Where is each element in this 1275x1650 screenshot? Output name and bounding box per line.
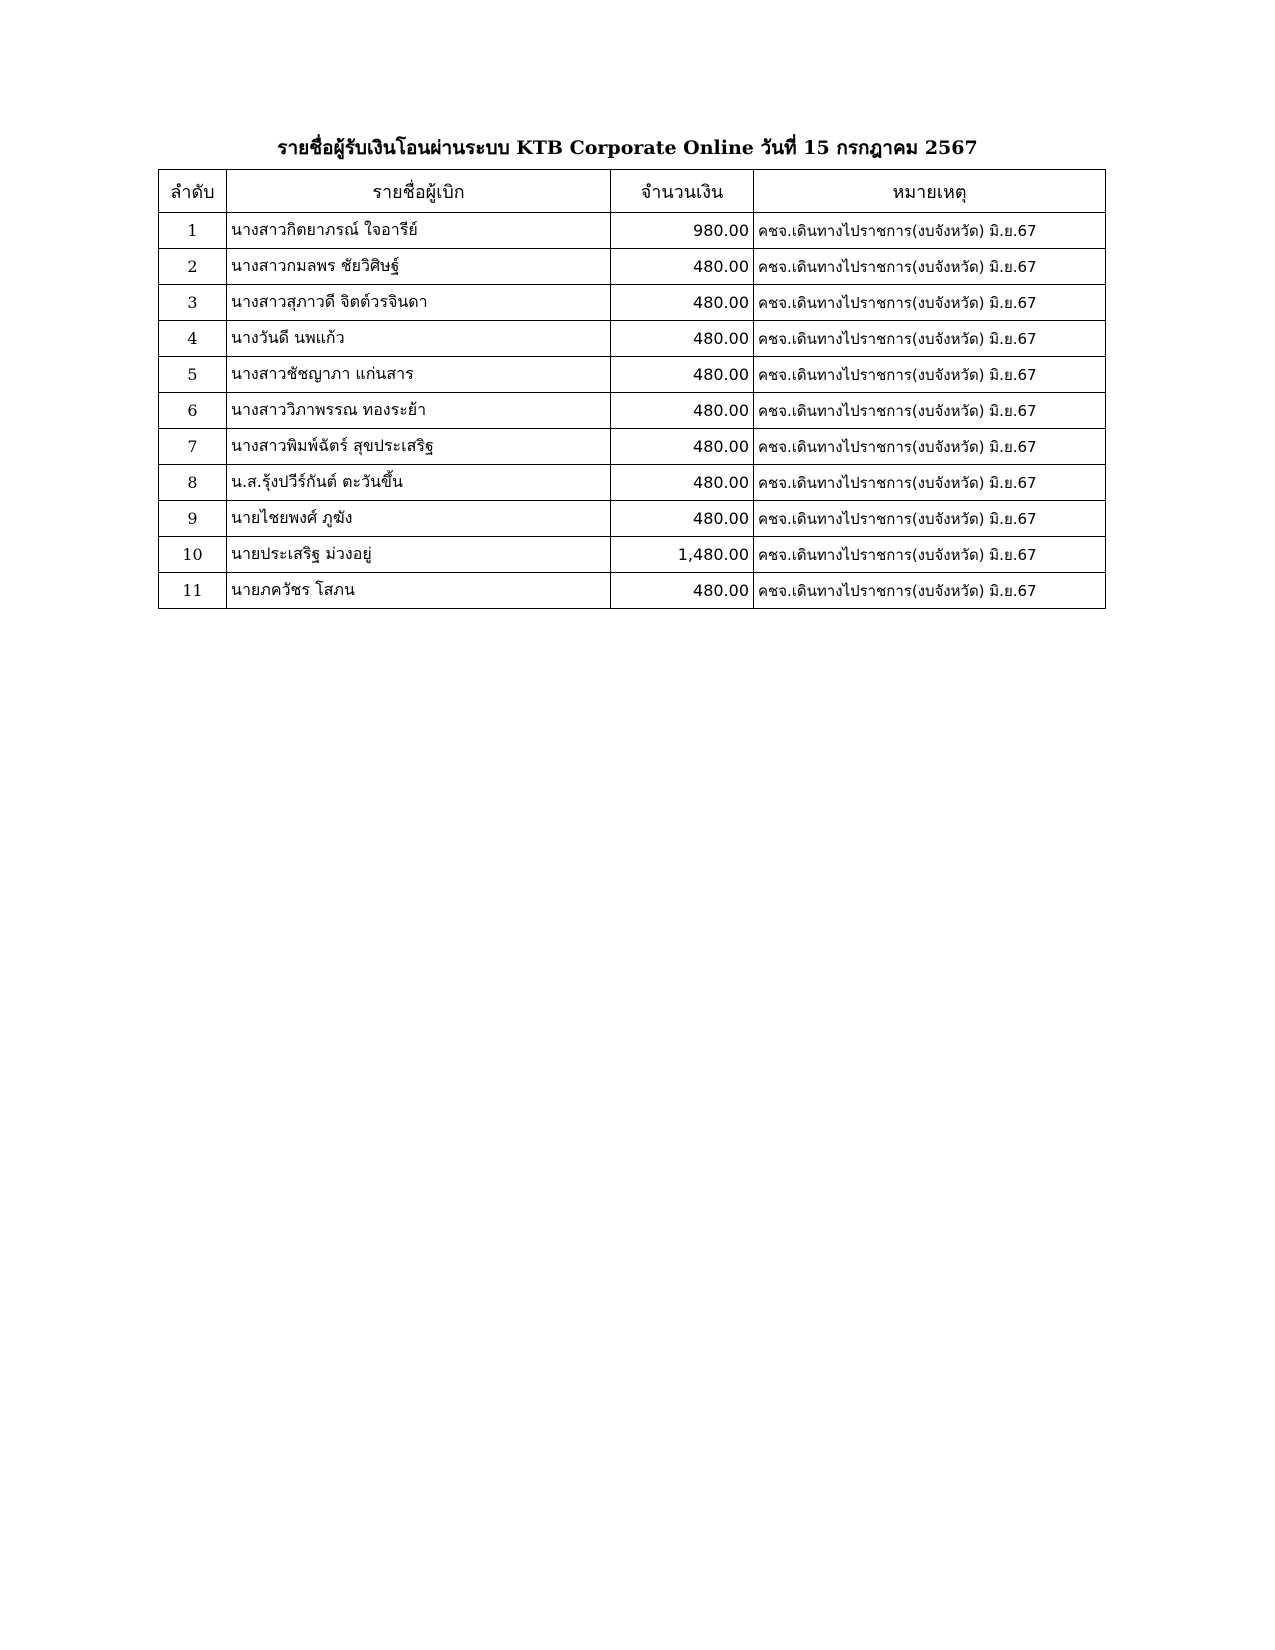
table-header-row bbox=[159, 170, 1106, 213]
row-number: 2 bbox=[159, 249, 227, 285]
table-row bbox=[159, 429, 1106, 465]
amount: 480.00 bbox=[611, 357, 754, 393]
row-number: 10 bbox=[159, 537, 227, 573]
table-row bbox=[159, 285, 1106, 321]
amount: 480.00 bbox=[611, 321, 754, 357]
table-row bbox=[159, 393, 1106, 429]
payee-name: นางสาวกิตยาภรณ์ ใจอารีย์ bbox=[227, 213, 611, 249]
payee-name: น.ส.รุ้งปวีร์กันต์ ตะวันขึ้น bbox=[227, 465, 611, 501]
row-number: 11 bbox=[159, 573, 227, 609]
row-number: 7 bbox=[159, 429, 227, 465]
table-row bbox=[159, 501, 1106, 537]
amount: 980.00 bbox=[611, 213, 754, 249]
payee-name: นายประเสริฐ ม่วงอยู่ bbox=[227, 537, 611, 573]
remark: คชจ.เดินทางไปราชการ(งบจังหวัด) มิ.ย.67 bbox=[754, 393, 1106, 429]
header-no: ลำดับ bbox=[159, 170, 227, 213]
row-number: 9 bbox=[159, 501, 227, 537]
table-row bbox=[159, 465, 1106, 501]
amount: 480.00 bbox=[611, 285, 754, 321]
remark: คชจ.เดินทางไปราชการ(งบจังหวัด) มิ.ย.67 bbox=[754, 321, 1106, 357]
row-number: 4 bbox=[159, 321, 227, 357]
payee-name: นายภควัชร โสภน bbox=[227, 573, 611, 609]
remark: คชจ.เดินทางไปราชการ(งบจังหวัด) มิ.ย.67 bbox=[754, 501, 1106, 537]
remark: คชจ.เดินทางไปราชการ(งบจังหวัด) มิ.ย.67 bbox=[754, 465, 1106, 501]
row-number: 8 bbox=[159, 465, 227, 501]
row-number: 6 bbox=[159, 393, 227, 429]
payee-name: นางสาววิภาพรรณ ทองระย้า bbox=[227, 393, 611, 429]
amount: 480.00 bbox=[611, 429, 754, 465]
row-number: 5 bbox=[159, 357, 227, 393]
amount: 480.00 bbox=[611, 501, 754, 537]
table-row bbox=[159, 249, 1106, 285]
amount: 480.00 bbox=[611, 573, 754, 609]
amount: 1,480.00 bbox=[611, 537, 754, 573]
remark: คชจ.เดินทางไปราชการ(งบจังหวัด) มิ.ย.67 bbox=[754, 285, 1106, 321]
header-amount: จำนวนเงิน bbox=[611, 170, 754, 213]
table-row bbox=[159, 213, 1106, 249]
payee-name: นางสาวชัชญาภา แก่นสาร bbox=[227, 357, 611, 393]
payee-name: นายไชยพงศ์ ภูฆัง bbox=[227, 501, 611, 537]
amount: 480.00 bbox=[611, 249, 754, 285]
header-name: รายชื่อผู้เบิก bbox=[227, 170, 611, 213]
transfer-table bbox=[158, 169, 1106, 609]
table-row bbox=[159, 321, 1106, 357]
remark: คชจ.เดินทางไปราชการ(งบจังหวัด) มิ.ย.67 bbox=[754, 573, 1106, 609]
remark: คชจ.เดินทางไปราชการ(งบจังหวัด) มิ.ย.67 bbox=[754, 213, 1106, 249]
payee-name: นางวันดี นพแก้ว bbox=[227, 321, 611, 357]
document-title: รายชื่อผู้รับเงินโอนผ่านระบบ KTB Corporate Online วันที่ 15 กรกฎาคม 2567 bbox=[277, 137, 978, 159]
row-number: 3 bbox=[159, 285, 227, 321]
remark: คชจ.เดินทางไปราชการ(งบจังหวัด) มิ.ย.67 bbox=[754, 429, 1106, 465]
header-note: หมายเหตุ bbox=[754, 170, 1106, 213]
table-row bbox=[159, 357, 1106, 393]
payee-name: นางสาวสุภาวดี จิตต์วรจินดา bbox=[227, 285, 611, 321]
amount: 480.00 bbox=[611, 393, 754, 429]
row-number: 1 bbox=[159, 213, 227, 249]
payee-name: นางสาวพิมพ์ฉัตร์ สุขประเสริฐ bbox=[227, 429, 611, 465]
payee-name: นางสาวกมลพร ชัยวิศิษฐ์ bbox=[227, 249, 611, 285]
amount: 480.00 bbox=[611, 465, 754, 501]
remark: คชจ.เดินทางไปราชการ(งบจังหวัด) มิ.ย.67 bbox=[754, 357, 1106, 393]
remark: คชจ.เดินทางไปราชการ(งบจังหวัด) มิ.ย.67 bbox=[754, 249, 1106, 285]
remark: คชจ.เดินทางไปราชการ(งบจังหวัด) มิ.ย.67 bbox=[754, 537, 1106, 573]
table-row bbox=[159, 537, 1106, 573]
table-row bbox=[159, 573, 1106, 609]
